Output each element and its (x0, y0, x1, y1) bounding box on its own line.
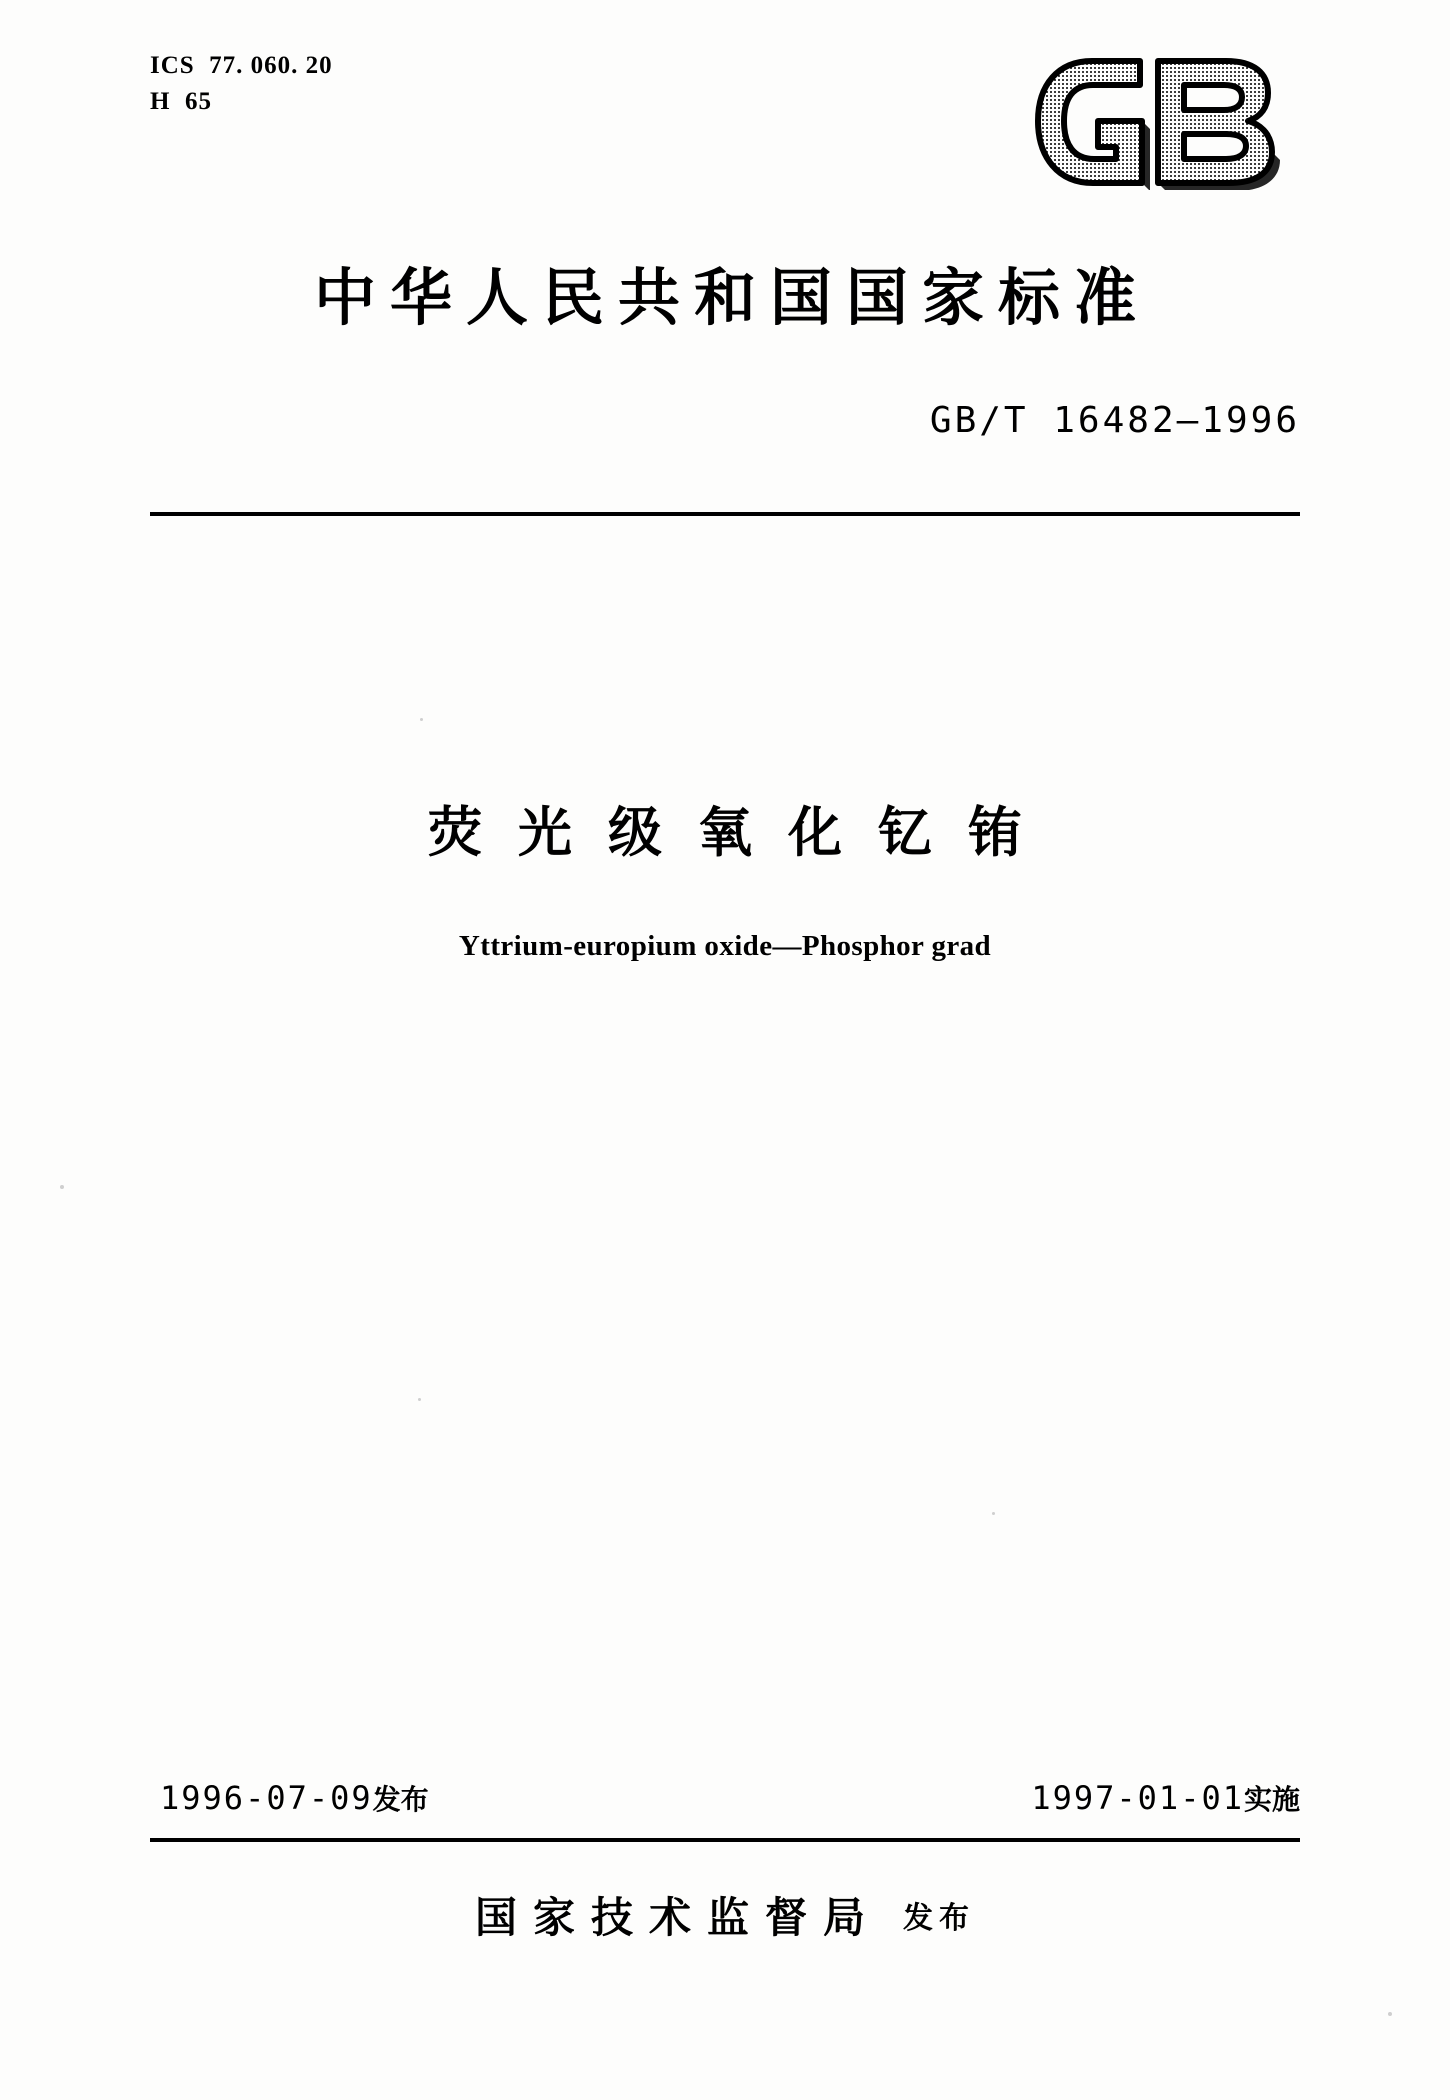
publisher-line (0, 1885, 1450, 1945)
gb-emblem-icon (1030, 55, 1300, 190)
top-divider (150, 512, 1300, 516)
issue-date-value: 1996-07-09 (160, 1779, 373, 1817)
standard-number: GB/T 16482—1996 (929, 400, 1300, 441)
scan-speck (992, 1512, 995, 1515)
publisher-name: 国家技术监督局 (474, 1893, 881, 1942)
ics-code-block (150, 48, 333, 121)
issue-date (160, 1778, 429, 1818)
document-title-chinese: 荧光级氧化钇铕 (428, 801, 1058, 864)
bottom-divider (150, 1838, 1300, 1842)
document-title-english: Yttrium-europium oxide—Phosphor grad (458, 930, 992, 962)
ics-code: ICS 77. 060. 20 (150, 52, 333, 79)
scan-speck (420, 718, 423, 721)
implementation-date-label: 实施 (1243, 1783, 1300, 1816)
classification-code: H 65 (150, 88, 212, 116)
scan-speck (60, 1185, 64, 1189)
national-standard-title: 中华人民共和国国家标准 (313, 261, 1150, 334)
publisher-verb: 发布 (903, 1901, 975, 1936)
implementation-date-value: 1997-01-01 (1031, 1779, 1244, 1817)
implementation-date (1031, 1778, 1300, 1818)
scan-speck (1388, 2012, 1392, 2016)
scan-speck (418, 1398, 421, 1401)
issue-date-label: 发布 (372, 1783, 429, 1816)
